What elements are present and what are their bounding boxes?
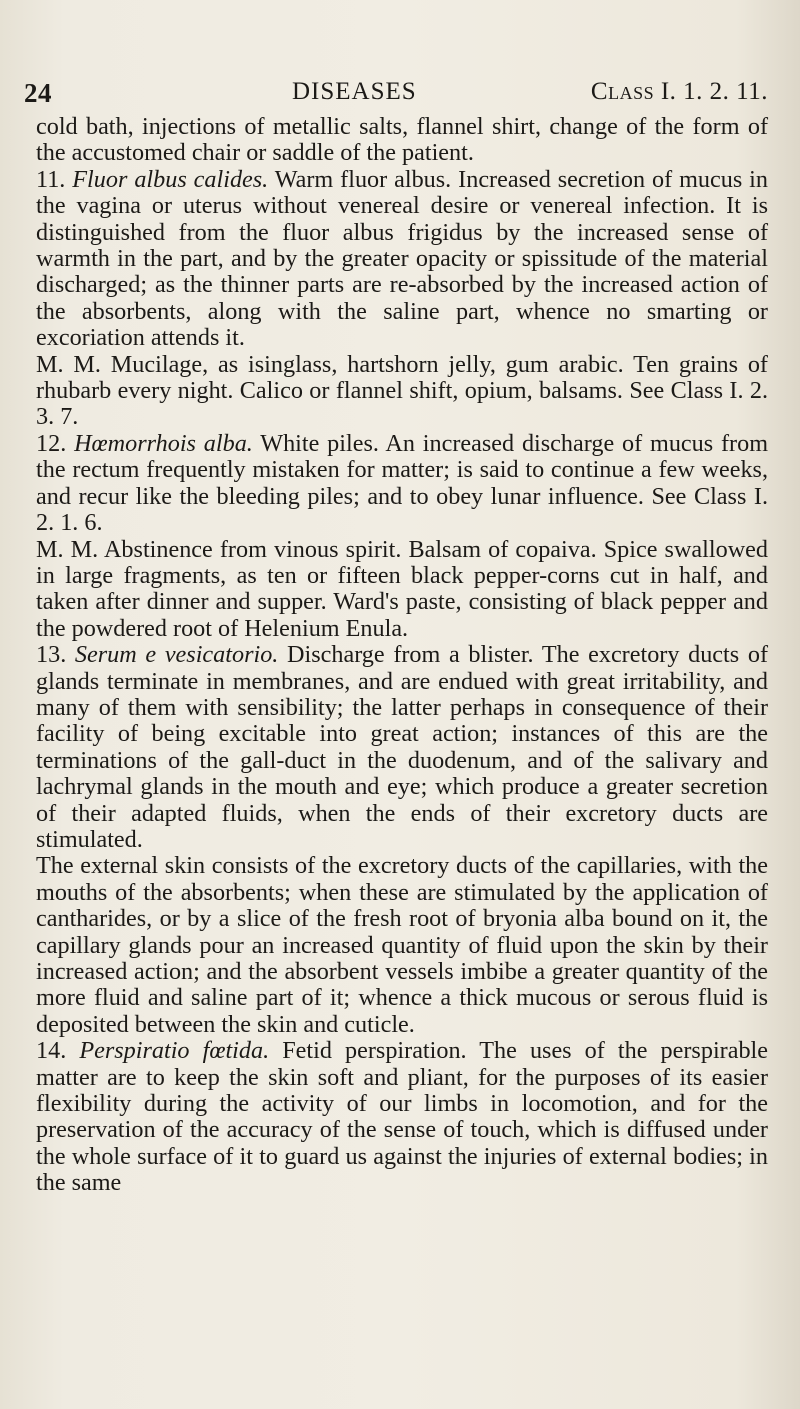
paragraph: [36, 352, 768, 431]
paragraph-text: Discharge from a blister. The excretory ducts of glands terminate in membranes, and are endued with great irritability, and many of them with sensibility; the latter perhaps in consequence of their facility of being excitable into great action; instances of this are the terminations of the gall-duct in the duodenum, and of the salivary and lachrymal glands in the mouth and eye; which produce a greater secretion of their adapted fluids, when the ends of their excretory ducts are stimulated.: [36, 641, 768, 853]
paragraph-text: M. M. Mucilage, as isinglass, hartshorn jelly, gum arabic. Ten grains of rhubarb every night. Calico or flannel shift, opium, balsams. See Class I. 2. 3. 7.: [36, 350, 768, 431]
paragraph: [36, 537, 768, 643]
paragraph: [36, 431, 768, 537]
paragraph: [36, 167, 768, 352]
latin-term: Hœmorrhois alba.: [74, 429, 253, 457]
page-number: 24: [24, 78, 52, 108]
paragraph-text: White piles. An increased discharge of mucus from the rectum frequently mistaken for matter; is said to continue a few weeks, and recur like the bleeding piles; and to obey lunar influence. See Class I. 2. 1. 6.: [36, 429, 769, 537]
body-text: [36, 114, 768, 1197]
paragraph-text: M. M. Abstinence from vinous spirit. Balsam of copaiva. Spice swallowed in large fragments, as ten or fifteen black pepper-corns cut in half, and taken after dinner and supper. Ward's paste, consisting of black pepper and the powdered root of Helenium Enula.: [36, 535, 768, 642]
entry-number: 13.: [36, 641, 75, 669]
entry-number: 11.: [36, 165, 73, 193]
entry-number: 14.: [36, 1037, 80, 1065]
class-reference: Class I. 1. 2. 11.: [590, 78, 768, 105]
entry-number: 12.: [36, 429, 75, 457]
latin-term: Perspiratio fœtida.: [79, 1037, 270, 1065]
paragraph: [36, 642, 768, 853]
paragraph-text: Fetid perspiration. The uses of the perspirable matter are to keep the skin soft and pliant, for the purposes of its easier flexibility during the activity of our limbs in locomotion, and for the preservation of the accuracy of the sense of touch, which is diffused under the whole surface of it to guard us against the injuries of external bodies; in the same: [36, 1037, 769, 1197]
paragraph-text: The external skin consists of the excretory ducts of the capillaries, with the mouths of the absorbents; when these are stimulated by the application of cantharides, or by a slice of the fresh root of bryonia alba bound on it, the capillary glands pour an increased quantity of fluid upon the skin by their increased action; and the absorbent vessels imbibe a greater quantity of the more fluid and saline part of it; whence a thick mucous or serous fluid is deposited between the skin and cuticle.: [36, 852, 768, 1038]
running-header: [24, 78, 768, 118]
paragraph: [36, 114, 768, 167]
paragraph-text: Warm fluor albus. Increased secretion of mucus in the vagina or uterus without venereal desire or venereal infection. It is distinguished from the fluor albus frigidus by the increased sense of warmth in the part, and by the greater opacity or spissitude of the material discharged; as the thinner parts are re-absorbed by the increased action of the absorbents, along with the saline part, whence no smarting or excoriation attends it.: [36, 165, 768, 352]
latin-term: Fluor albus calides.: [72, 165, 269, 193]
running-title: DISEASES: [292, 78, 417, 105]
paragraph: [36, 853, 768, 1038]
latin-term: Serum e vesicatorio.: [74, 641, 279, 669]
paragraph: [36, 1038, 768, 1196]
paragraph-text: cold bath, injections of metallic salts, flannel shirt, change of the form of the accustomed chair or saddle of the patient.: [36, 113, 768, 167]
